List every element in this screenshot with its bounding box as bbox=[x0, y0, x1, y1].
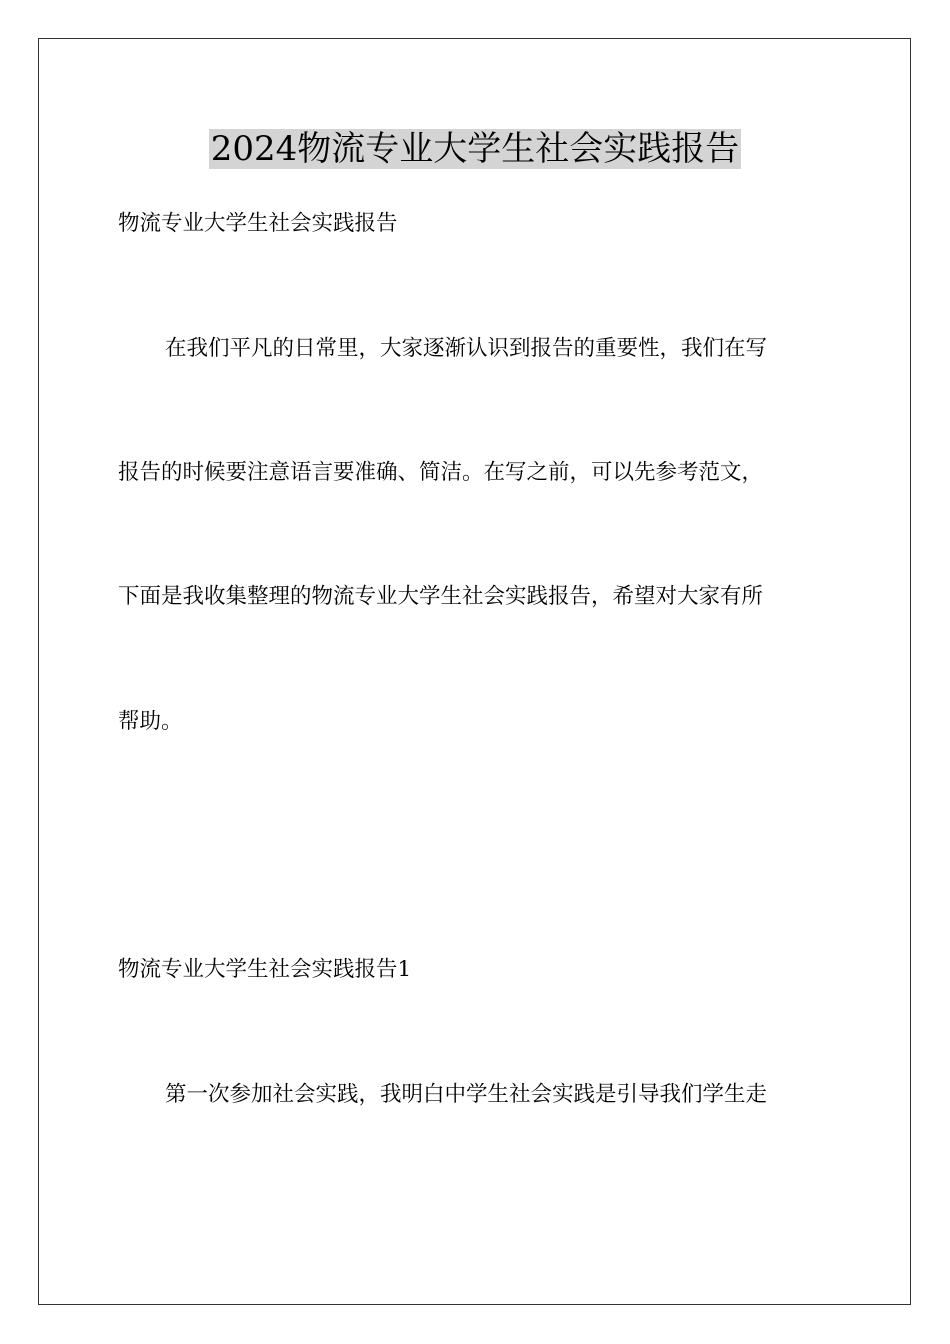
paragraph-line: 下面是我收集整理的物流专业大学生社会实践报告，希望对大家有所 bbox=[118, 584, 764, 609]
document-title bbox=[0, 124, 950, 174]
paragraph-line: 在我们平凡的日常里，大家逐渐认识到报告的重要性，我们在写 bbox=[165, 336, 768, 361]
paragraph-line: 第一次参加社会实践，我明白中学生社会实践是引导我们学生走 bbox=[165, 1082, 768, 1107]
document-title-text: 2024物流专业大学生社会实践报告 bbox=[210, 129, 740, 169]
section-heading: 物流专业大学生社会实践报告1 bbox=[118, 957, 412, 982]
document-subtitle: 物流专业大学生社会实践报告 bbox=[118, 211, 398, 236]
paragraph-line: 报告的时候要注意语言要准确、简洁。在写之前，可以先参考范文， bbox=[118, 460, 764, 485]
paragraph-line: 帮助。 bbox=[118, 709, 183, 734]
